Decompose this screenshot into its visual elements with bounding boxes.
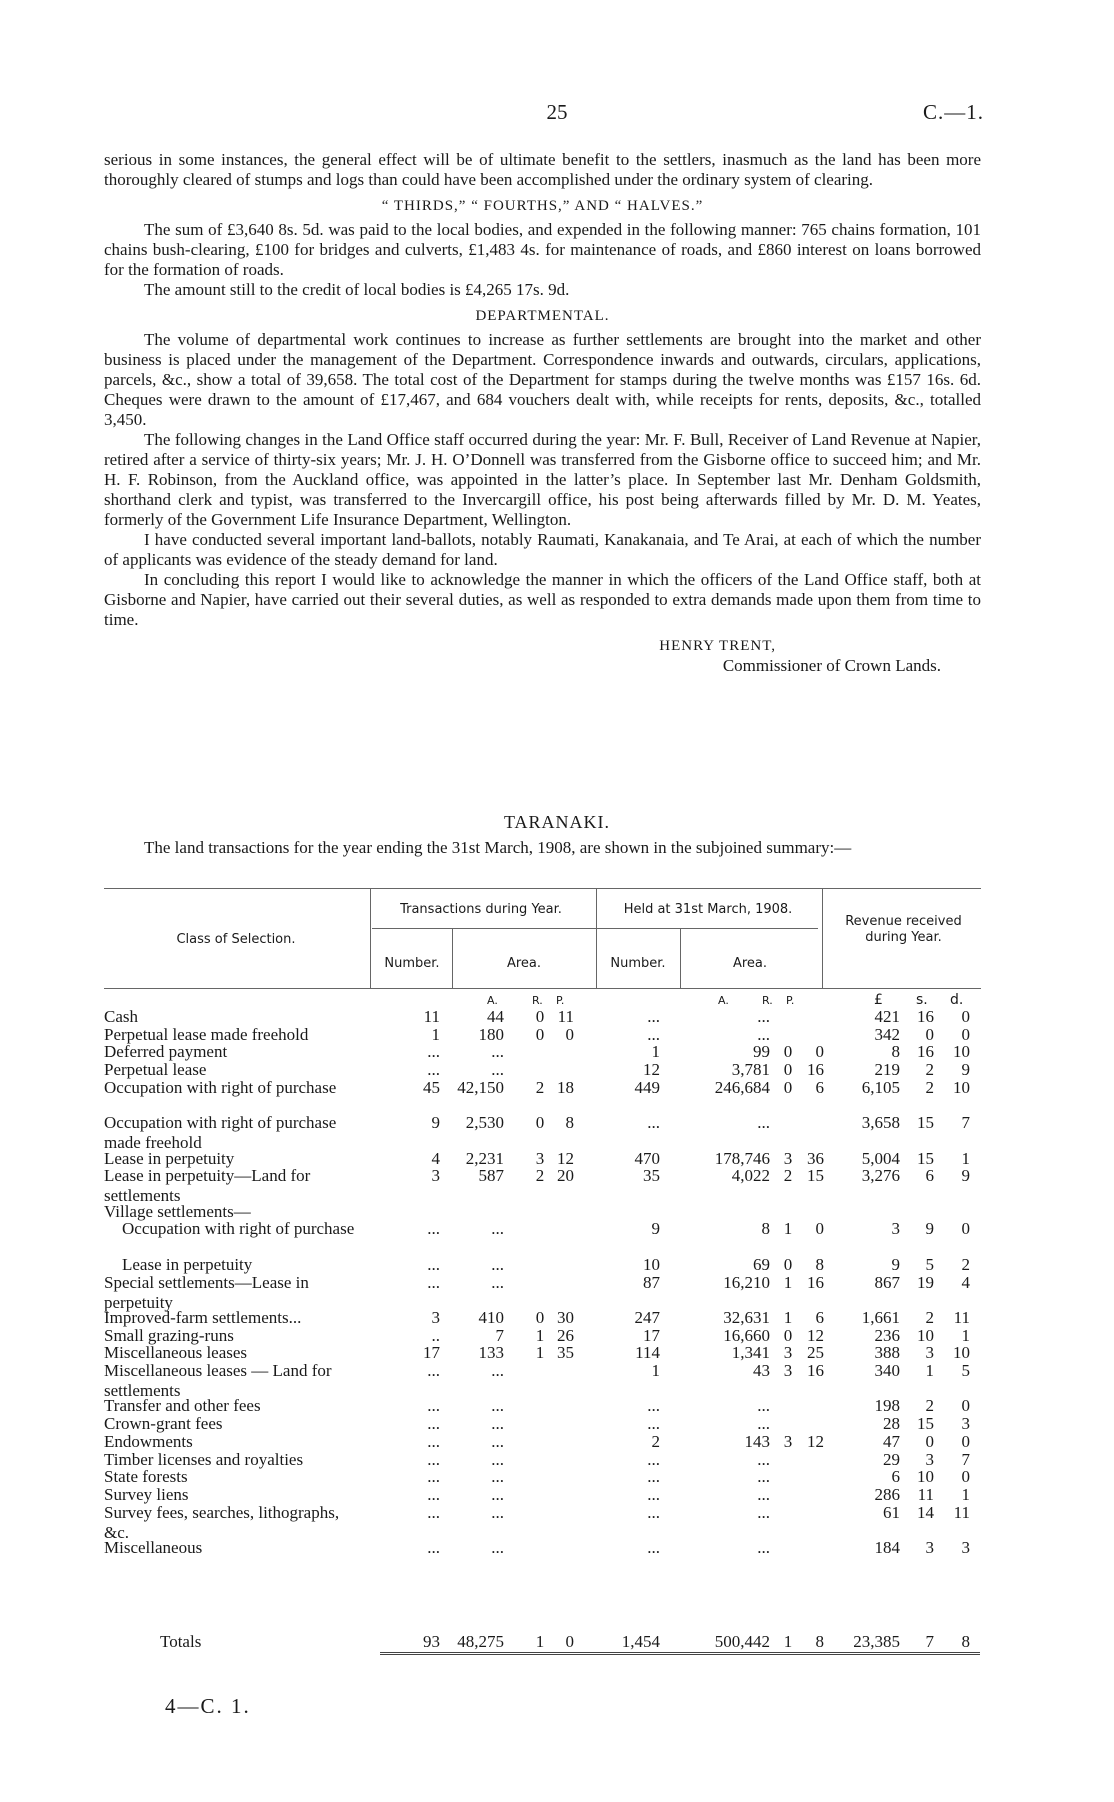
page-header bbox=[0, 100, 1114, 130]
cell-held-acres: 500,442 bbox=[714, 1632, 770, 1651]
cell-held-roods: 0 bbox=[783, 1077, 793, 1097]
cell-held-roods: 3 bbox=[783, 1343, 793, 1363]
cell-revenue-shillings: 5 bbox=[925, 1254, 934, 1274]
cell-trans-acres: 48,275 bbox=[457, 1632, 504, 1651]
cell-revenue-shillings: 15 bbox=[917, 1414, 934, 1434]
cell-trans-number: 45 bbox=[423, 1077, 440, 1097]
cell-held-perches: 16 bbox=[807, 1060, 824, 1080]
cell-revenue-pounds: 29 bbox=[883, 1449, 900, 1469]
cell-revenue-pence: 10 bbox=[953, 1042, 970, 1062]
cell-trans-number: ... bbox=[427, 1361, 440, 1380]
unit-pence: d. bbox=[950, 992, 964, 1008]
intro-text: The land transactions for the year ending the 31st March, 1908, are shown in the subjoined summary:— bbox=[144, 838, 852, 857]
signature-block bbox=[104, 636, 981, 676]
cell-revenue-pounds: 421 bbox=[874, 1007, 900, 1026]
cell-held-acres: 16,210 bbox=[723, 1272, 770, 1292]
row-label: Perpetual lease made freehold bbox=[104, 1024, 309, 1044]
cell-revenue-pence: 10 bbox=[953, 1343, 970, 1363]
cell-revenue-shillings: 19 bbox=[917, 1272, 934, 1292]
cell-trans-number: 9 bbox=[431, 1113, 440, 1133]
cell-revenue-pence: 1 bbox=[961, 1148, 970, 1168]
header-transactions: Transactions during Year. bbox=[400, 902, 562, 917]
row-label: Perpetual lease bbox=[104, 1060, 207, 1080]
totals-rule bbox=[380, 1654, 980, 1655]
cell-revenue-shillings: 16 bbox=[917, 1042, 934, 1062]
cell-held-number: ... bbox=[647, 1502, 660, 1522]
cell-held-perches: 25 bbox=[807, 1343, 824, 1363]
cell-revenue-shillings: 11 bbox=[917, 1484, 934, 1504]
cell-trans-perches: 30 bbox=[557, 1307, 574, 1327]
cell-held-roods: 0 bbox=[783, 1254, 793, 1274]
cell-revenue-shillings: 6 bbox=[925, 1166, 934, 1186]
row-label: Special settlements—Lease in perpetuity bbox=[104, 1272, 309, 1312]
cell-held-perches: 6 bbox=[815, 1077, 824, 1097]
cell-held-perches: 6 bbox=[815, 1307, 824, 1327]
cell-revenue-pence: 9 bbox=[961, 1166, 970, 1186]
cell-trans-number: 3 bbox=[431, 1166, 440, 1186]
page-number: 25 bbox=[546, 100, 568, 124]
cell-revenue-pounds: 340 bbox=[874, 1361, 900, 1380]
unit-perches: P. bbox=[556, 994, 565, 1007]
unit-roods: R. bbox=[532, 994, 543, 1007]
cell-revenue-shillings: 9 bbox=[925, 1219, 934, 1239]
cell-held-acres: 1,341 bbox=[731, 1343, 770, 1363]
cell-revenue-shillings: 3 bbox=[925, 1449, 934, 1469]
cell-trans-acres: ... bbox=[491, 1538, 504, 1557]
cell-trans-perches: 20 bbox=[557, 1166, 574, 1186]
row-label: Lease in perpetuity bbox=[104, 1148, 235, 1168]
cell-trans-roods: 0 bbox=[535, 1024, 545, 1044]
cell-trans-perches: 8 bbox=[565, 1113, 574, 1133]
cell-revenue-pence: 0 bbox=[961, 1024, 970, 1044]
cell-revenue-pounds: 198 bbox=[874, 1396, 900, 1416]
paragraph: serious in some instances, the general effect will be of ultimate benefit to the settlers, inasmuch as the land has been more thoroughly cleared of stumps and logs than could have been accomplished under the ordinary system of clearing. bbox=[104, 150, 981, 189]
cell-trans-perches: 35 bbox=[557, 1343, 574, 1363]
cell-held-perches: 16 bbox=[807, 1272, 824, 1292]
cell-held-number: 1,454 bbox=[621, 1632, 660, 1651]
cell-held-number: 9 bbox=[651, 1219, 660, 1239]
cell-revenue-pence: 11 bbox=[953, 1502, 970, 1522]
cell-revenue-pounds: 23,385 bbox=[853, 1632, 900, 1651]
cell-held-acres: 143 bbox=[744, 1431, 770, 1451]
cell-trans-number: ... bbox=[427, 1219, 440, 1239]
cell-trans-acres: ... bbox=[491, 1060, 504, 1080]
cell-trans-acres: ... bbox=[491, 1219, 504, 1239]
cell-revenue-shillings: 2 bbox=[925, 1307, 934, 1327]
cell-trans-number: ... bbox=[427, 1431, 440, 1451]
cell-held-roods: 0 bbox=[783, 1325, 793, 1345]
cell-revenue-pounds: 3,658 bbox=[861, 1113, 900, 1133]
cell-held-roods: 1 bbox=[783, 1632, 793, 1651]
row-label: Transfer and other fees bbox=[104, 1396, 261, 1416]
cell-held-number: 17 bbox=[643, 1325, 660, 1345]
cell-revenue-pounds: 28 bbox=[883, 1414, 900, 1434]
cell-trans-roods: 1 bbox=[535, 1632, 545, 1651]
cell-trans-acres: ... bbox=[491, 1502, 504, 1522]
table-rule bbox=[370, 888, 371, 988]
cell-revenue-pounds: 9 bbox=[891, 1254, 900, 1274]
section-heading-departmental: DEPARTMENTAL. bbox=[475, 308, 610, 324]
row-label: Endowments bbox=[104, 1431, 193, 1451]
cell-revenue-shillings: 10 bbox=[917, 1467, 934, 1487]
cell-trans-acres: 42,150 bbox=[457, 1077, 504, 1097]
cell-revenue-shillings: 3 bbox=[925, 1343, 934, 1363]
cell-revenue-pounds: 3,276 bbox=[861, 1166, 900, 1186]
table-rule bbox=[596, 888, 597, 988]
row-label: Deferred payment bbox=[104, 1042, 228, 1062]
cell-held-roods: 0 bbox=[783, 1060, 793, 1080]
table-rule bbox=[822, 888, 823, 988]
cell-held-roods: 3 bbox=[783, 1431, 793, 1451]
cell-revenue-pence: 7 bbox=[961, 1113, 970, 1133]
cell-revenue-shillings: 16 bbox=[917, 1007, 934, 1026]
cell-held-number: 247 bbox=[634, 1307, 660, 1327]
cell-trans-acres: ... bbox=[491, 1396, 504, 1416]
cell-held-perches: 8 bbox=[815, 1632, 824, 1651]
cell-trans-number: .. bbox=[431, 1325, 440, 1345]
cell-held-acres: ... bbox=[757, 1113, 770, 1133]
cell-revenue-pence: 3 bbox=[961, 1538, 970, 1557]
totals-label: Totals bbox=[160, 1632, 202, 1651]
cell-trans-acres: ... bbox=[491, 1272, 504, 1292]
cell-trans-acres: 587 bbox=[478, 1166, 504, 1186]
cell-held-acres: 43 bbox=[753, 1361, 770, 1380]
cell-trans-perches: 0 bbox=[565, 1024, 574, 1044]
unit-acres: A. bbox=[718, 994, 729, 1007]
cell-trans-acres: 133 bbox=[478, 1343, 504, 1363]
cell-held-acres: 246,684 bbox=[714, 1077, 770, 1097]
cell-trans-roods: 0 bbox=[535, 1307, 545, 1327]
cell-held-perches: 15 bbox=[807, 1166, 824, 1186]
cell-trans-acres: 7 bbox=[495, 1325, 504, 1345]
cell-revenue-pounds: 342 bbox=[874, 1024, 900, 1044]
row-label: Miscellaneous leases bbox=[104, 1343, 248, 1363]
cell-held-acres: ... bbox=[757, 1414, 770, 1434]
cell-revenue-shillings: 7 bbox=[925, 1632, 934, 1651]
cell-held-perches: 0 bbox=[815, 1219, 824, 1239]
cell-trans-number: ... bbox=[427, 1272, 440, 1292]
cell-revenue-pence: 11 bbox=[953, 1307, 970, 1327]
cell-trans-number: ... bbox=[427, 1484, 440, 1504]
cell-revenue-pence: 4 bbox=[961, 1272, 970, 1292]
unit-perches: P. bbox=[786, 994, 795, 1007]
row-label: Crown-grant fees bbox=[104, 1414, 223, 1434]
cell-held-acres: ... bbox=[757, 1502, 770, 1522]
cell-trans-perches: 11 bbox=[557, 1007, 574, 1026]
paragraph: The amount still to the credit of local bodies is £4,265 17s. 9d. bbox=[144, 280, 570, 299]
table-rule bbox=[104, 888, 981, 889]
cell-revenue-pence: 10 bbox=[953, 1077, 970, 1097]
cell-revenue-pounds: 867 bbox=[874, 1272, 900, 1292]
cell-trans-roods: 1 bbox=[535, 1343, 545, 1363]
cell-held-perches: 36 bbox=[807, 1148, 824, 1168]
table-rule bbox=[452, 928, 453, 988]
cell-held-perches: 0 bbox=[815, 1042, 824, 1062]
cell-trans-roods: 0 bbox=[535, 1113, 545, 1133]
cell-trans-roods: 2 bbox=[535, 1077, 545, 1097]
cell-revenue-pounds: 8 bbox=[891, 1042, 900, 1062]
cell-revenue-pence: 1 bbox=[961, 1484, 970, 1504]
cell-trans-acres: 2,530 bbox=[465, 1113, 504, 1133]
cell-held-number: 449 bbox=[634, 1077, 660, 1097]
footer-note: 4—C. 1. bbox=[165, 1694, 251, 1718]
cell-held-acres: ... bbox=[757, 1467, 770, 1487]
cell-revenue-pence: 8 bbox=[961, 1632, 970, 1651]
cell-revenue-pounds: 6 bbox=[891, 1467, 900, 1487]
taranaki-heading: TARANAKI. bbox=[503, 812, 611, 832]
cell-revenue-pounds: 6,105 bbox=[861, 1077, 900, 1097]
header-trans-number: Number. bbox=[384, 956, 440, 971]
cell-trans-number: 17 bbox=[423, 1343, 440, 1363]
cell-held-acres: 3,781 bbox=[731, 1060, 770, 1080]
cell-held-acres: ... bbox=[757, 1449, 770, 1469]
cell-held-number: 114 bbox=[635, 1343, 660, 1363]
cell-held-acres: ... bbox=[757, 1484, 770, 1504]
cell-revenue-pounds: 286 bbox=[874, 1484, 900, 1504]
cell-revenue-pence: 0 bbox=[961, 1396, 970, 1416]
header-revenue: Revenue received during Year. bbox=[845, 914, 962, 945]
cell-revenue-pence: 7 bbox=[961, 1449, 970, 1469]
cell-held-perches: 8 bbox=[815, 1254, 824, 1274]
cell-held-acres: ... bbox=[757, 1007, 770, 1026]
header-class: Class of Selection. bbox=[176, 932, 296, 947]
cell-held-acres: ... bbox=[757, 1396, 770, 1416]
cell-trans-acres: ... bbox=[491, 1361, 504, 1380]
cell-held-roods: 1 bbox=[783, 1219, 793, 1239]
cell-revenue-shillings: 0 bbox=[925, 1431, 934, 1451]
cell-revenue-shillings: 2 bbox=[925, 1077, 934, 1097]
cell-revenue-pounds: 236 bbox=[874, 1325, 900, 1345]
cell-held-number: 2 bbox=[651, 1431, 660, 1451]
cell-held-number: ... bbox=[647, 1414, 660, 1434]
cell-trans-perches: 0 bbox=[565, 1632, 574, 1651]
row-label: Survey liens bbox=[104, 1484, 189, 1504]
table-rule bbox=[680, 928, 681, 988]
cell-held-number: ... bbox=[647, 1538, 660, 1557]
cell-revenue-pence: 0 bbox=[961, 1219, 970, 1239]
paragraph: In concluding this report I would like to acknowledge the manner in which the officers of the Land Office staff, both at Gisborne and Napier, have carried out their several duties, as well as responded to extra demands made upon them from time to time. bbox=[104, 570, 981, 629]
cell-revenue-pounds: 3 bbox=[891, 1219, 900, 1239]
cell-revenue-shillings: 0 bbox=[925, 1024, 934, 1044]
cell-trans-acres: ... bbox=[491, 1254, 504, 1274]
cell-held-number: ... bbox=[647, 1007, 660, 1026]
cell-trans-acres: ... bbox=[491, 1484, 504, 1504]
cell-revenue-pence: 9 bbox=[961, 1060, 970, 1080]
cell-revenue-shillings: 3 bbox=[925, 1538, 934, 1557]
cell-trans-acres: ... bbox=[491, 1042, 504, 1062]
table-rule bbox=[372, 928, 818, 929]
row-label: Occupation with right of purchase bbox=[104, 1077, 337, 1097]
row-label: Miscellaneous leases — Land for settlements bbox=[104, 1361, 332, 1400]
cell-revenue-pounds: 1,661 bbox=[861, 1307, 900, 1327]
cell-held-number: ... bbox=[647, 1449, 660, 1469]
cell-held-number: 470 bbox=[634, 1148, 660, 1168]
header-trans-area: Area. bbox=[506, 956, 542, 971]
cell-held-acres: 16,660 bbox=[723, 1325, 770, 1345]
cell-revenue-pence: 5 bbox=[961, 1361, 970, 1380]
cell-trans-acres: ... bbox=[491, 1467, 504, 1487]
cell-trans-number: 1 bbox=[431, 1024, 440, 1044]
paragraph: The following changes in the Land Office staff occurred during the year: Mr. F. Bull, Receiver of Land Revenue at Napier, retired after a service of thirty-six years; Mr. J. H. O’Donnell was transferred from the Gisborne office to succeed him; and Mr. H. F. Robinson, from the Auckland office, was appointed in the latter’s place. In September last Mr. Denham Goldsmith, shorthand clerk and typist, was transferred to the Invercargill office, his post being afterwards filled by Mr. D. M. Yeates, formerly of the Government Life Insurance Department, Wellington. bbox=[104, 430, 981, 529]
cell-revenue-pence: 0 bbox=[961, 1467, 970, 1487]
cell-held-number: ... bbox=[647, 1484, 660, 1504]
row-label: Timber licenses and royalties bbox=[104, 1449, 304, 1469]
unit-acres: A. bbox=[487, 994, 498, 1007]
cell-held-roods: 1 bbox=[783, 1272, 793, 1292]
cell-revenue-pounds: 61 bbox=[883, 1502, 900, 1522]
cell-trans-number: ... bbox=[427, 1042, 440, 1062]
cell-revenue-shillings: 2 bbox=[925, 1396, 934, 1416]
cell-trans-number: ... bbox=[427, 1060, 440, 1080]
signature-name: HENRY TRENT, bbox=[659, 638, 776, 654]
cell-trans-number: ... bbox=[427, 1467, 440, 1487]
cell-trans-perches: 26 bbox=[557, 1325, 574, 1345]
cell-trans-acres: ... bbox=[491, 1449, 504, 1469]
cell-trans-number: ... bbox=[427, 1502, 440, 1522]
row-label: Occupation with right of purchase bbox=[122, 1219, 355, 1239]
cell-held-perches: 12 bbox=[807, 1325, 824, 1345]
cell-trans-roods: 0 bbox=[535, 1007, 545, 1026]
paragraph: I have conducted several important land-ballots, notably Raumati, Kanakanaia, and Te Arai, at each of which the number of applicants was evidence of the steady demand for land. bbox=[104, 530, 981, 569]
cell-revenue-shillings: 15 bbox=[917, 1113, 934, 1133]
row-label: Lease in perpetuity bbox=[122, 1254, 253, 1274]
document-reference: C.—1. bbox=[922, 100, 984, 124]
row-label: Small grazing-runs bbox=[104, 1325, 234, 1345]
header-held-area: Area. bbox=[732, 956, 768, 971]
header-held-number: Number. bbox=[610, 956, 666, 971]
cell-trans-acres: 410 bbox=[478, 1307, 504, 1327]
cell-held-number: 1 bbox=[651, 1361, 660, 1380]
cell-revenue-pounds: 47 bbox=[883, 1431, 900, 1451]
cell-held-perches: 12 bbox=[807, 1431, 824, 1451]
cell-revenue-shillings: 14 bbox=[917, 1502, 934, 1522]
row-label: Cash bbox=[104, 1007, 138, 1026]
cell-trans-number: 93 bbox=[423, 1632, 440, 1651]
cell-revenue-pence: 3 bbox=[961, 1414, 970, 1434]
cell-revenue-shillings: 1 bbox=[925, 1361, 934, 1380]
cell-held-acres: 4,022 bbox=[731, 1166, 770, 1186]
cell-trans-perches: 18 bbox=[557, 1077, 574, 1097]
cell-held-number: 87 bbox=[643, 1272, 660, 1292]
row-label: Miscellaneous bbox=[104, 1538, 203, 1557]
row-label: State forests bbox=[104, 1467, 188, 1487]
cell-held-roods: 1 bbox=[783, 1307, 793, 1327]
unit-pounds: £ bbox=[874, 992, 883, 1008]
cell-trans-number: 4 bbox=[431, 1148, 440, 1168]
report-body bbox=[104, 150, 981, 676]
cell-held-number: 1 bbox=[651, 1042, 660, 1062]
cell-trans-roods: 3 bbox=[535, 1148, 545, 1168]
header-held: Held at 31st March, 1908. bbox=[623, 902, 793, 917]
cell-held-acres: ... bbox=[757, 1538, 770, 1557]
cell-held-roods: 2 bbox=[783, 1166, 793, 1186]
cell-trans-roods: 1 bbox=[535, 1325, 545, 1345]
cell-revenue-shillings: 2 bbox=[925, 1060, 934, 1080]
cell-held-acres: 69 bbox=[753, 1254, 770, 1274]
cell-revenue-pence: 0 bbox=[961, 1007, 970, 1026]
cell-trans-number: 3 bbox=[431, 1307, 440, 1327]
cell-trans-acres: 44 bbox=[487, 1007, 504, 1026]
cell-revenue-pounds: 219 bbox=[874, 1060, 900, 1080]
cell-held-number: 35 bbox=[643, 1166, 660, 1186]
cell-held-number: ... bbox=[647, 1024, 660, 1044]
cell-revenue-pence: 2 bbox=[961, 1254, 970, 1274]
cell-revenue-pounds: 184 bbox=[874, 1538, 900, 1557]
cell-trans-roods: 2 bbox=[535, 1166, 545, 1186]
paragraph: The sum of £3,640 8s. 5d. was paid to the local bodies, and expended in the following manner: 765 chains formation, 101 chains bush-clearing, £100 for bridges and culverts, £1,483 4s. for maintenance of roads, and £860 interest on loans borrowed for the formation of roads. bbox=[104, 220, 981, 279]
unit-roods: R. bbox=[762, 994, 773, 1007]
row-label: Lease in perpetuity—Land for settlements bbox=[104, 1166, 311, 1206]
cell-revenue-shillings: 15 bbox=[917, 1148, 934, 1168]
cell-held-number: 12 bbox=[643, 1060, 660, 1080]
cell-held-number: ... bbox=[647, 1113, 660, 1133]
cell-trans-number: ... bbox=[427, 1538, 440, 1557]
cell-held-number: ... bbox=[647, 1467, 660, 1487]
cell-held-acres: 178,746 bbox=[714, 1148, 770, 1168]
cell-trans-number: ... bbox=[427, 1396, 440, 1416]
cell-trans-acres: 2,231 bbox=[465, 1148, 504, 1168]
cell-held-acres: 99 bbox=[753, 1042, 770, 1062]
cell-held-number: 10 bbox=[643, 1254, 660, 1274]
cell-trans-number: ... bbox=[427, 1414, 440, 1434]
cell-held-acres: 8 bbox=[761, 1219, 770, 1239]
unit-shillings: s. bbox=[916, 992, 928, 1008]
cell-held-roods: 3 bbox=[783, 1361, 793, 1380]
cell-trans-number: ... bbox=[427, 1449, 440, 1469]
cell-revenue-shillings: 10 bbox=[917, 1325, 934, 1345]
taranaki-intro bbox=[104, 838, 981, 858]
cell-held-number: ... bbox=[647, 1396, 660, 1416]
cell-held-acres: ... bbox=[757, 1024, 770, 1044]
cell-revenue-pounds: 5,004 bbox=[861, 1148, 900, 1168]
cell-trans-number: 11 bbox=[423, 1007, 440, 1026]
section-heading-thirds: “ THIRDS,” “ FOURTHS,” AND “ HALVES.” bbox=[381, 198, 704, 214]
table-rule bbox=[104, 988, 981, 989]
cell-trans-acres: 180 bbox=[478, 1024, 504, 1044]
cell-trans-perches: 12 bbox=[557, 1148, 574, 1168]
cell-revenue-pence: 1 bbox=[961, 1325, 970, 1345]
cell-held-roods: 0 bbox=[783, 1042, 793, 1062]
paragraph: The volume of departmental work continues to increase as further settlements are brought into the market and other business is placed under the management of the Department. Correspondence inwards and outwards, circulars, applications, parcels, &c., show a total of 39,658. The total cost of the Department for stamps during the twelve months was £157 16s. 6d. Cheques were drawn to the amount of £17,467, and 684 vouchers dealt with, while receipts for rents, deposits, &c., totalled 3,450. bbox=[104, 330, 981, 429]
cell-trans-acres: ... bbox=[491, 1414, 504, 1434]
totals-rule bbox=[380, 1652, 980, 1653]
cell-trans-acres: ... bbox=[491, 1431, 504, 1451]
row-label: Occupation with right of purchase made freehold bbox=[104, 1113, 337, 1153]
row-label: Improved-farm settlements... bbox=[104, 1307, 302, 1327]
cell-trans-number: ... bbox=[427, 1254, 440, 1274]
cell-revenue-pence: 0 bbox=[961, 1431, 970, 1451]
cell-held-acres: 32,631 bbox=[723, 1307, 770, 1327]
row-label: Survey fees, searches, lithographs, &c. bbox=[104, 1502, 340, 1542]
cell-revenue-pounds: 388 bbox=[874, 1343, 900, 1363]
signature-title: Commissioner of Crown Lands. bbox=[722, 656, 941, 675]
cell-held-perches: 16 bbox=[807, 1361, 824, 1380]
row-label: Village settlements— bbox=[104, 1201, 251, 1221]
cell-held-roods: 3 bbox=[783, 1148, 793, 1168]
